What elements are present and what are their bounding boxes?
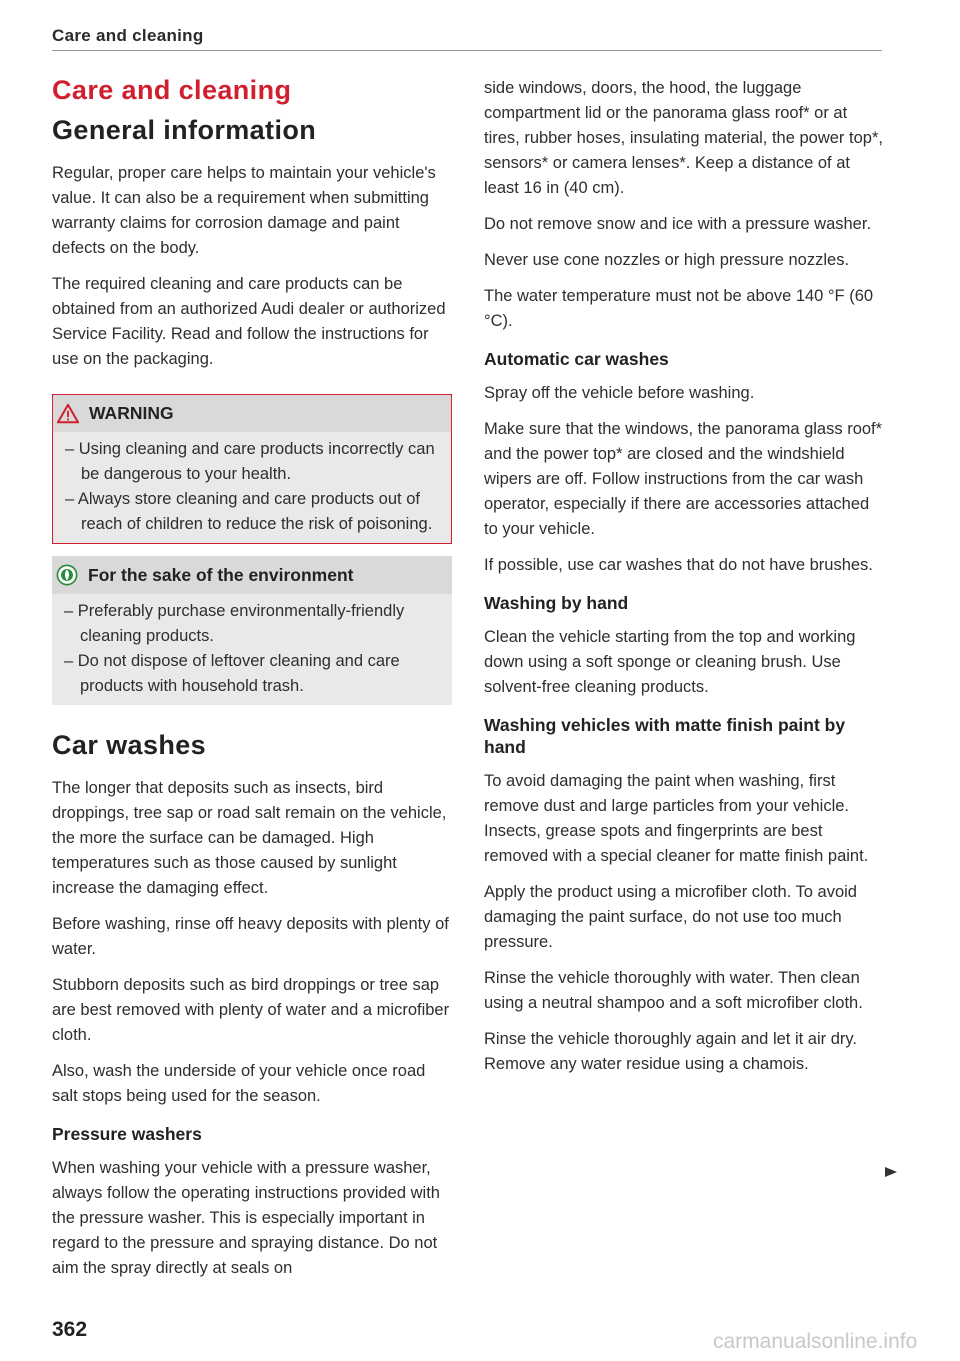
- paragraph: The water temperature must not be above 140 °F (60 °C).: [484, 287, 874, 330]
- paragraph: Stubborn deposits such as bird droppings or tree sap are best removed with plenty of water and a microfiber cloth.: [52, 976, 450, 1044]
- paragraph: Also, wash the underside of your vehicle once road salt stops being used for the season.: [52, 1062, 426, 1105]
- paragraph: Rinse the vehicle thoroughly again and let it air dry. Remove any water residue using a chamois.: [484, 1030, 857, 1073]
- paragraph: The longer that deposits such as insects, bird droppings, tree sap or road salt remain on the vehicle, the more the surface can be damaged. High temperatures such as those caused by sunlight increase the damaging effect.: [52, 779, 447, 897]
- paragraph: When washing your vehicle with a pressure washer, always follow the operating instructions provided with the pressure washer. This is especially important in regard to the pressure and spraying distance. Do not aim the spray directly at seals on: [52, 1159, 440, 1277]
- right-column: [484, 76, 884, 1077]
- environment-item: – Preferably purchase environmentally-friendly cleaning products.: [64, 599, 440, 649]
- warning-triangle-icon: [57, 403, 79, 425]
- header-rule: [52, 50, 882, 51]
- environment-item: – Do not dispose of leftover cleaning and care products with household trash.: [64, 649, 440, 699]
- environment-leaf-icon: [56, 564, 78, 586]
- subheading-automatic-car-washes: Automatic car washes: [484, 349, 669, 369]
- continue-arrow-icon: [884, 1166, 898, 1178]
- paragraph: To avoid damaging the paint when washing, first remove dust and large particles from your vehicle. Insects, grease spots and fingerprints are best removed with a special cleaner for matte finish paint.: [484, 772, 869, 865]
- section-title-car-washes: Car washes: [52, 730, 207, 760]
- page-number: 362: [52, 1318, 88, 1341]
- paragraph: Rinse the vehicle thoroughly with water. Then clean using a neutral shampoo and a soft microfiber cloth.: [484, 969, 863, 1012]
- paragraph: Do not remove snow and ice with a pressure washer.: [484, 215, 872, 233]
- warning-title: WARNING: [89, 403, 174, 423]
- section-title-general: General information: [52, 115, 317, 145]
- paragraph: Clean the vehicle starting from the top and working down using a soft sponge or cleaning brush. Use solvent-free cleaning products.: [484, 628, 856, 696]
- paragraph: Before washing, rinse off heavy deposits with plenty of water.: [52, 915, 449, 958]
- paragraph: Make sure that the windows, the panorama glass roof* and the power top* are closed and the windshield wipers are off. Follow instructions from the car wash operator, especially if there are accessories attached to your vehicle.: [484, 420, 883, 538]
- warning-item: – Always store cleaning and care products out of reach of children to reduce the risk of poisoning.: [65, 487, 439, 537]
- paragraph: The required cleaning and care products can be obtained from an authorized Audi dealer or authorized Service Facility. Read and follow the instructions for use on the packaging.: [52, 275, 446, 368]
- environment-title: For the sake of the environment: [88, 564, 354, 585]
- subheading-washing-by-hand: Washing by hand: [484, 593, 629, 613]
- environment-header: [52, 556, 452, 594]
- subheading-matte-finish: Washing vehicles with matte finish paint by hand: [484, 715, 846, 757]
- warning-item: – Using cleaning and care products incorrectly can be dangerous to your health.: [65, 437, 439, 487]
- paragraph: Apply the product using a microfiber cloth. To avoid damaging the paint surface, do not use too much pressure.: [484, 883, 857, 951]
- warning-box: [52, 394, 452, 544]
- chapter-title: Care and cleaning: [52, 75, 292, 105]
- subheading-pressure-washers: Pressure washers: [52, 1124, 202, 1144]
- watermark: carmanualsonline.info: [713, 1330, 918, 1353]
- running-head: Care and cleaning: [52, 26, 204, 45]
- paragraph: If possible, use car washes that do not have brushes.: [484, 556, 873, 574]
- paragraph: Spray off the vehicle before washing.: [484, 384, 755, 402]
- paragraph: Regular, proper care helps to maintain your vehicle's value. It can also be a requirement when submitting warranty claims for corrosion damage and paint defects on the body.: [52, 164, 436, 257]
- paragraph: side windows, doors, the hood, the luggage compartment lid or the panorama glass roof* or at tires, rubber hoses, insulating material, the power top*, sensors* or camera lenses*. Keep a distance of at least 16 in (40 cm).: [484, 79, 883, 197]
- warning-header: [52, 394, 452, 432]
- paragraph: Never use cone nozzles or high pressure nozzles.: [484, 251, 850, 269]
- environment-box: [52, 556, 452, 705]
- left-column: [52, 72, 452, 1281]
